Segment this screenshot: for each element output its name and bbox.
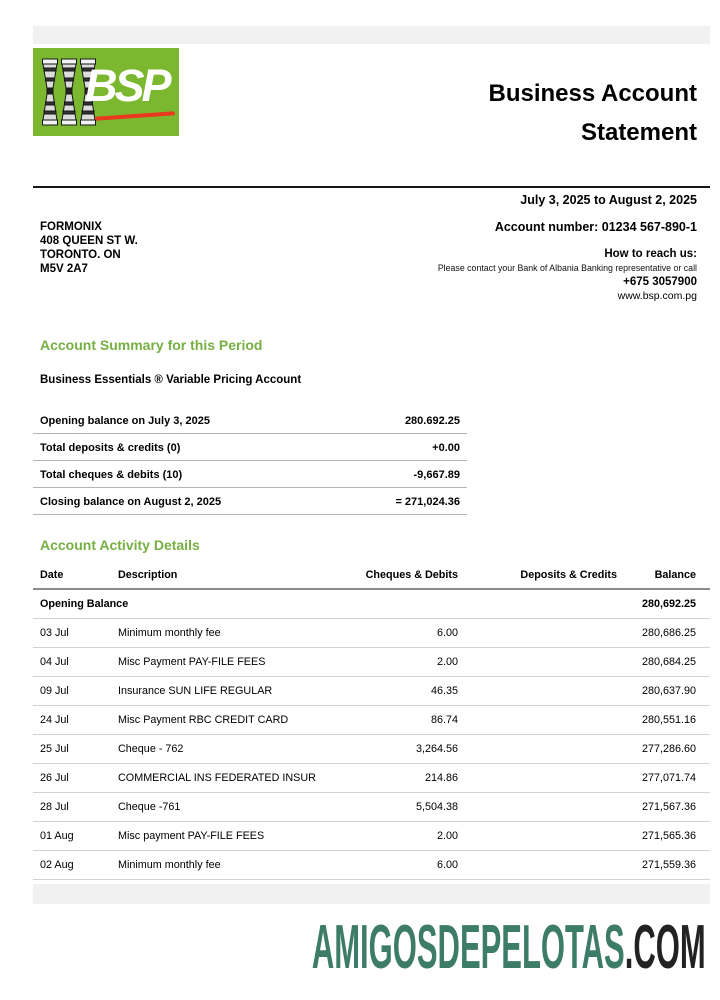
logo-underline (95, 111, 175, 121)
txn-description: Insurance SUN LIFE REGULAR (118, 677, 318, 706)
txn-description: Misc Payment RBC CREDIT CARD (118, 706, 318, 735)
txn-date: 02 Aug (33, 851, 118, 880)
txn-description: Cheque -761 (118, 793, 318, 822)
summary-row (33, 461, 467, 488)
customer-address-line2: TORONTO. ON (40, 249, 121, 261)
page-title-line1: Business Account (488, 80, 697, 107)
txn-description: Misc Payment PAY-FILE FEES (118, 648, 318, 677)
txn-credit (458, 735, 617, 764)
txn-credit (458, 851, 617, 880)
txn-balance: 271,565.36 (617, 822, 710, 851)
table-footer-bar (33, 884, 710, 904)
customer-address-line1: 408 QUEEN ST W. (40, 235, 138, 247)
summary-row (33, 488, 467, 515)
txn-date: 28 Jul (33, 793, 118, 822)
table-row (33, 764, 710, 793)
txn-date: 24 Jul (33, 706, 118, 735)
summary-value: 280.692.25 (347, 407, 467, 434)
table-row (33, 706, 710, 735)
summary-label: Opening balance on July 3, 2025 (33, 407, 347, 434)
txn-credit (458, 648, 617, 677)
txn-balance: 277,286.60 (617, 735, 710, 764)
txn-description: COMMERCIAL INS FEDERATED INSUR (118, 764, 318, 793)
bsp-logo (33, 48, 179, 136)
table-row (33, 822, 710, 851)
table-row (33, 619, 710, 648)
summary-row (33, 434, 467, 461)
summary-label: Total cheques & debits (10) (33, 461, 347, 488)
txn-credit (458, 822, 617, 851)
customer-address-block (40, 220, 138, 276)
txn-date: 01 Aug (33, 822, 118, 851)
watermark-name: AMIGOSDEPELOTAS (312, 913, 626, 982)
txn-debit: 3,264.56 (318, 735, 458, 764)
opening-balance-label: Opening Balance (33, 589, 318, 619)
account-activity-table (33, 563, 710, 880)
product-name: Business Essentials ® Variable Pricing Account (40, 374, 302, 386)
opening-balance-value: 280,692.25 (617, 589, 710, 619)
column-header-description: Description (118, 563, 318, 589)
table-row (33, 793, 710, 822)
account-number: Account number: 01234 567-890-1 (494, 220, 697, 234)
logo-wordmark: BSP (85, 60, 169, 111)
txn-balance: 277,071.74 (617, 764, 710, 793)
summary-label: Closing balance on August 2, 2025 (33, 488, 347, 515)
txn-balance: 280,686.25 (617, 619, 710, 648)
summary-label: Total deposits & credits (0) (33, 434, 347, 461)
table-row (33, 648, 710, 677)
txn-date: 03 Jul (33, 619, 118, 648)
column-header-debits: Cheques & Debits (318, 563, 458, 589)
txn-date: 04 Jul (33, 648, 118, 677)
txn-description: Cheque - 762 (118, 735, 318, 764)
txn-debit: 6.00 (318, 619, 458, 648)
txn-balance: 280,637.90 (617, 677, 710, 706)
column-header-date: Date (33, 563, 118, 589)
txn-date: 25 Jul (33, 735, 118, 764)
page-title-line2: Statement (580, 119, 697, 146)
top-divider-bar (33, 26, 710, 44)
txn-debit: 214.86 (318, 764, 458, 793)
summary-value: -9,667.89 (347, 461, 467, 488)
txn-description: Misc payment PAY-FILE FEES (118, 822, 318, 851)
txn-credit (458, 706, 617, 735)
summary-value: +0.00 (347, 434, 467, 461)
statement-period: July 3, 2025 to August 2, 2025 (520, 193, 697, 207)
table-row (33, 677, 710, 706)
contact-instruction: Please contact your Bank of Albania Banking representative or call (437, 263, 697, 273)
contact-phone: +675 3057900 (623, 276, 697, 288)
txn-debit: 86.74 (318, 706, 458, 735)
customer-address-line3: M5V 2A7 (40, 263, 88, 275)
txn-debit: 2.00 (318, 648, 458, 677)
site-watermark (312, 913, 706, 982)
txn-date: 26 Jul (33, 764, 118, 793)
txn-debit: 2.00 (318, 822, 458, 851)
txn-balance: 271,559.36 (617, 851, 710, 880)
contact-website: www.bsp.com.pg (617, 290, 697, 302)
contact-heading: How to reach us: (604, 248, 697, 260)
table-row (33, 735, 710, 764)
contact-block (438, 247, 697, 303)
opening-balance-row (33, 589, 710, 619)
txn-credit (458, 677, 617, 706)
column-header-balance: Balance (617, 563, 710, 589)
txn-date: 09 Jul (33, 677, 118, 706)
activity-header-row (33, 563, 710, 589)
summary-section-heading: Account Summary for this Period (40, 337, 263, 353)
txn-description: Minimum monthly fee (118, 851, 318, 880)
txn-credit (458, 764, 617, 793)
txn-debit: 5,504.38 (318, 793, 458, 822)
account-summary-table (33, 407, 467, 515)
summary-value: = 271,024.36 (347, 488, 467, 515)
table-row (33, 851, 710, 880)
txn-description: Minimum monthly fee (118, 619, 318, 648)
customer-name: FORMONIX (40, 221, 102, 233)
txn-debit: 46.35 (318, 677, 458, 706)
txn-balance: 280,551.16 (617, 706, 710, 735)
txn-credit (458, 619, 617, 648)
activity-section-heading: Account Activity Details (40, 537, 200, 553)
column-header-credits: Deposits & Credits (458, 563, 617, 589)
txn-debit: 6.00 (318, 851, 458, 880)
watermark-tld: .COM (625, 913, 706, 982)
txn-credit (458, 793, 617, 822)
summary-row (33, 407, 467, 434)
txn-balance: 280,684.25 (617, 648, 710, 677)
header-rule (33, 186, 710, 188)
txn-balance: 271,567.36 (617, 793, 710, 822)
page-title (489, 74, 698, 152)
